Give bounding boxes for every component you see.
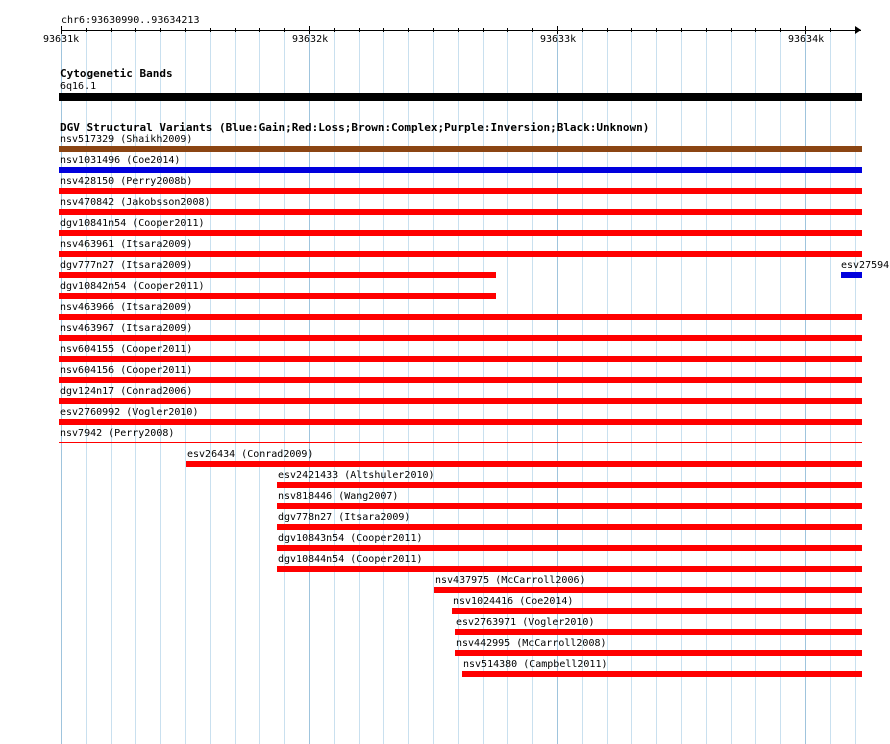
feature-bar-loss[interactable] bbox=[59, 293, 496, 299]
feature-label[interactable]: nsv517329 (Shaikh2009) bbox=[60, 134, 193, 145]
ruler-arrow-right-icon bbox=[855, 26, 861, 34]
cytogenetic-track-title: Cytogenetic Bands bbox=[60, 67, 173, 80]
ruler-minor-tick bbox=[483, 28, 484, 32]
grid-line bbox=[309, 30, 310, 744]
feature-label[interactable]: dgv778n27 (Itsara2009) bbox=[278, 512, 411, 523]
ruler-minor-tick bbox=[532, 28, 533, 32]
grid-line bbox=[631, 30, 632, 744]
grid-line bbox=[805, 30, 806, 744]
grid-line bbox=[607, 30, 608, 744]
ruler-tick-label-93632k: 93632k bbox=[292, 34, 329, 45]
feature-label[interactable]: dgv777n27 (Itsara2009) bbox=[60, 260, 193, 271]
ruler-minor-tick bbox=[706, 28, 707, 32]
feature-bar-gain[interactable] bbox=[59, 167, 862, 173]
feature-label[interactable]: nsv1024416 (Coe2014) bbox=[453, 596, 574, 607]
grid-line bbox=[284, 30, 285, 744]
feature-label[interactable]: nsv604155 (Cooper2011) bbox=[60, 344, 193, 355]
grid-line bbox=[458, 30, 459, 744]
grid-line bbox=[830, 30, 831, 744]
dgv-track-title: DGV Structural Variants (Blue:Gain;Red:Loss;Brown:Complex;Purple:Inversion;Black:Unknown) bbox=[60, 121, 650, 134]
feature-label[interactable]: nsv470842 (Jakobsson2008) bbox=[60, 197, 211, 208]
feature-label[interactable]: nsv442995 (McCarroll2008) bbox=[456, 638, 607, 649]
feature-bar-loss[interactable] bbox=[452, 608, 862, 614]
feature-label[interactable]: nsv428150 (Perry2008b) bbox=[60, 176, 193, 187]
grid-line bbox=[731, 30, 732, 744]
ruler-minor-tick bbox=[458, 28, 459, 32]
ruler-minor-tick bbox=[359, 28, 360, 32]
grid-line bbox=[433, 30, 434, 744]
feature-bar-loss[interactable] bbox=[59, 209, 862, 215]
ruler-minor-tick bbox=[259, 28, 260, 32]
feature-label[interactable]: esv2421433 (Altshuler2010) bbox=[278, 470, 435, 481]
feature-label[interactable]: dgv10844n54 (Cooper2011) bbox=[278, 554, 423, 565]
feature-bar-loss[interactable] bbox=[59, 335, 862, 341]
ruler-range-label: chr6:93630990..93634213 bbox=[61, 15, 200, 26]
feature-bar-loss[interactable] bbox=[277, 566, 862, 572]
feature-label[interactable]: nsv1031496 (Coe2014) bbox=[60, 155, 181, 166]
cytogenetic-band[interactable] bbox=[59, 93, 862, 101]
ruler-minor-tick bbox=[210, 28, 211, 32]
feature-bar-loss[interactable] bbox=[455, 650, 862, 656]
ruler-minor-tick bbox=[656, 28, 657, 32]
feature-bar-loss[interactable] bbox=[277, 545, 862, 551]
ruler-minor-tick bbox=[185, 28, 186, 32]
feature-label[interactable]: nsv818446 (Wang2007) bbox=[278, 491, 399, 502]
grid-line bbox=[780, 30, 781, 744]
feature-bar-loss[interactable] bbox=[59, 251, 862, 257]
ruler-minor-tick bbox=[780, 28, 781, 32]
feature-bar-complex[interactable] bbox=[59, 146, 862, 152]
ruler-minor-tick bbox=[86, 28, 87, 32]
feature-bar-loss[interactable] bbox=[59, 377, 862, 383]
grid-line bbox=[483, 30, 484, 744]
grid-line bbox=[334, 30, 335, 744]
feature-bar-loss[interactable] bbox=[59, 442, 862, 443]
grid-line bbox=[582, 30, 583, 744]
ruler-minor-tick bbox=[284, 28, 285, 32]
feature-bar-loss[interactable] bbox=[462, 671, 862, 677]
grid-line bbox=[259, 30, 260, 744]
feature-label[interactable]: nsv463966 (Itsara2009) bbox=[60, 302, 193, 313]
ruler-major-tick bbox=[61, 26, 62, 34]
ruler-minor-tick bbox=[607, 28, 608, 32]
ruler-minor-tick bbox=[755, 28, 756, 32]
feature-label[interactable]: nsv437975 (McCarroll2006) bbox=[435, 575, 586, 586]
ruler-minor-tick bbox=[408, 28, 409, 32]
grid-line bbox=[706, 30, 707, 744]
ruler-major-tick bbox=[557, 26, 558, 34]
feature-bar-loss[interactable] bbox=[186, 461, 862, 467]
grid-line bbox=[235, 30, 236, 744]
grid-line bbox=[557, 30, 558, 744]
feature-label[interactable]: dgv10843n54 (Cooper2011) bbox=[278, 533, 423, 544]
feature-label[interactable]: nsv604156 (Cooper2011) bbox=[60, 365, 193, 376]
ruler-axis bbox=[61, 30, 861, 31]
ruler-minor-tick bbox=[111, 28, 112, 32]
feature-label[interactable]: nsv514380 (Campbell2011) bbox=[463, 659, 608, 670]
grid-line bbox=[210, 30, 211, 744]
feature-bar-gain[interactable] bbox=[841, 272, 862, 278]
grid-line bbox=[359, 30, 360, 744]
feature-label[interactable]: nsv7942 (Perry2008) bbox=[60, 428, 175, 439]
ruler-minor-tick bbox=[681, 28, 682, 32]
feature-label[interactable]: nsv463967 (Itsara2009) bbox=[60, 323, 193, 334]
feature-label[interactable]: dgv10842n54 (Cooper2011) bbox=[60, 281, 205, 292]
feature-label[interactable]: esv26434 (Conrad2009) bbox=[187, 449, 314, 460]
ruler-minor-tick bbox=[135, 28, 136, 32]
ruler-tick-label-93633k: 93633k bbox=[540, 34, 577, 45]
ruler-minor-tick bbox=[334, 28, 335, 32]
grid-line bbox=[383, 30, 384, 744]
feature-bar-loss[interactable] bbox=[59, 188, 862, 194]
feature-label[interactable]: esv2763971 (Vogler2010) bbox=[456, 617, 595, 628]
feature-bar-loss[interactable] bbox=[59, 272, 496, 278]
ruler-minor-tick bbox=[507, 28, 508, 32]
ruler-minor-tick bbox=[631, 28, 632, 32]
ruler-tick-label-93631k: 93631k bbox=[43, 34, 80, 45]
feature-bar-loss[interactable] bbox=[59, 230, 862, 236]
feature-bar-loss[interactable] bbox=[277, 524, 862, 530]
feature-bar-loss[interactable] bbox=[59, 419, 862, 425]
ruler-minor-tick bbox=[830, 28, 831, 32]
feature-label[interactable]: nsv463961 (Itsara2009) bbox=[60, 239, 193, 250]
grid-line bbox=[408, 30, 409, 744]
ruler-minor-tick bbox=[383, 28, 384, 32]
cytogenetic-band-label: 6q16.1 bbox=[60, 81, 97, 92]
ruler-major-tick bbox=[805, 26, 806, 34]
ruler-major-tick bbox=[309, 26, 310, 34]
grid-line bbox=[532, 30, 533, 744]
ruler-minor-tick bbox=[160, 28, 161, 32]
ruler-minor-tick bbox=[433, 28, 434, 32]
feature-bar-loss[interactable] bbox=[59, 314, 862, 320]
grid-line bbox=[656, 30, 657, 744]
feature-bar-loss[interactable] bbox=[455, 629, 862, 635]
feature-label[interactable]: esv2760992 (Vogler2010) bbox=[60, 407, 199, 418]
feature-label[interactable]: dgv124n17 (Conrad2006) bbox=[60, 386, 193, 397]
feature-bar-loss[interactable] bbox=[277, 482, 862, 488]
ruler-minor-tick bbox=[582, 28, 583, 32]
grid-line bbox=[855, 30, 856, 744]
ruler-minor-tick bbox=[235, 28, 236, 32]
feature-label[interactable]: esv27594 bbox=[841, 260, 890, 271]
feature-bar-loss[interactable] bbox=[434, 587, 862, 593]
ruler-tick-label-93634k: 93634k bbox=[788, 34, 825, 45]
ruler-minor-tick bbox=[731, 28, 732, 32]
grid-line bbox=[755, 30, 756, 744]
feature-bar-loss[interactable] bbox=[59, 398, 862, 404]
feature-label[interactable]: dgv10841n54 (Cooper2011) bbox=[60, 218, 205, 229]
grid-line bbox=[681, 30, 682, 744]
grid-line bbox=[507, 30, 508, 744]
feature-bar-loss[interactable] bbox=[277, 503, 862, 509]
feature-bar-loss[interactable] bbox=[59, 356, 862, 362]
